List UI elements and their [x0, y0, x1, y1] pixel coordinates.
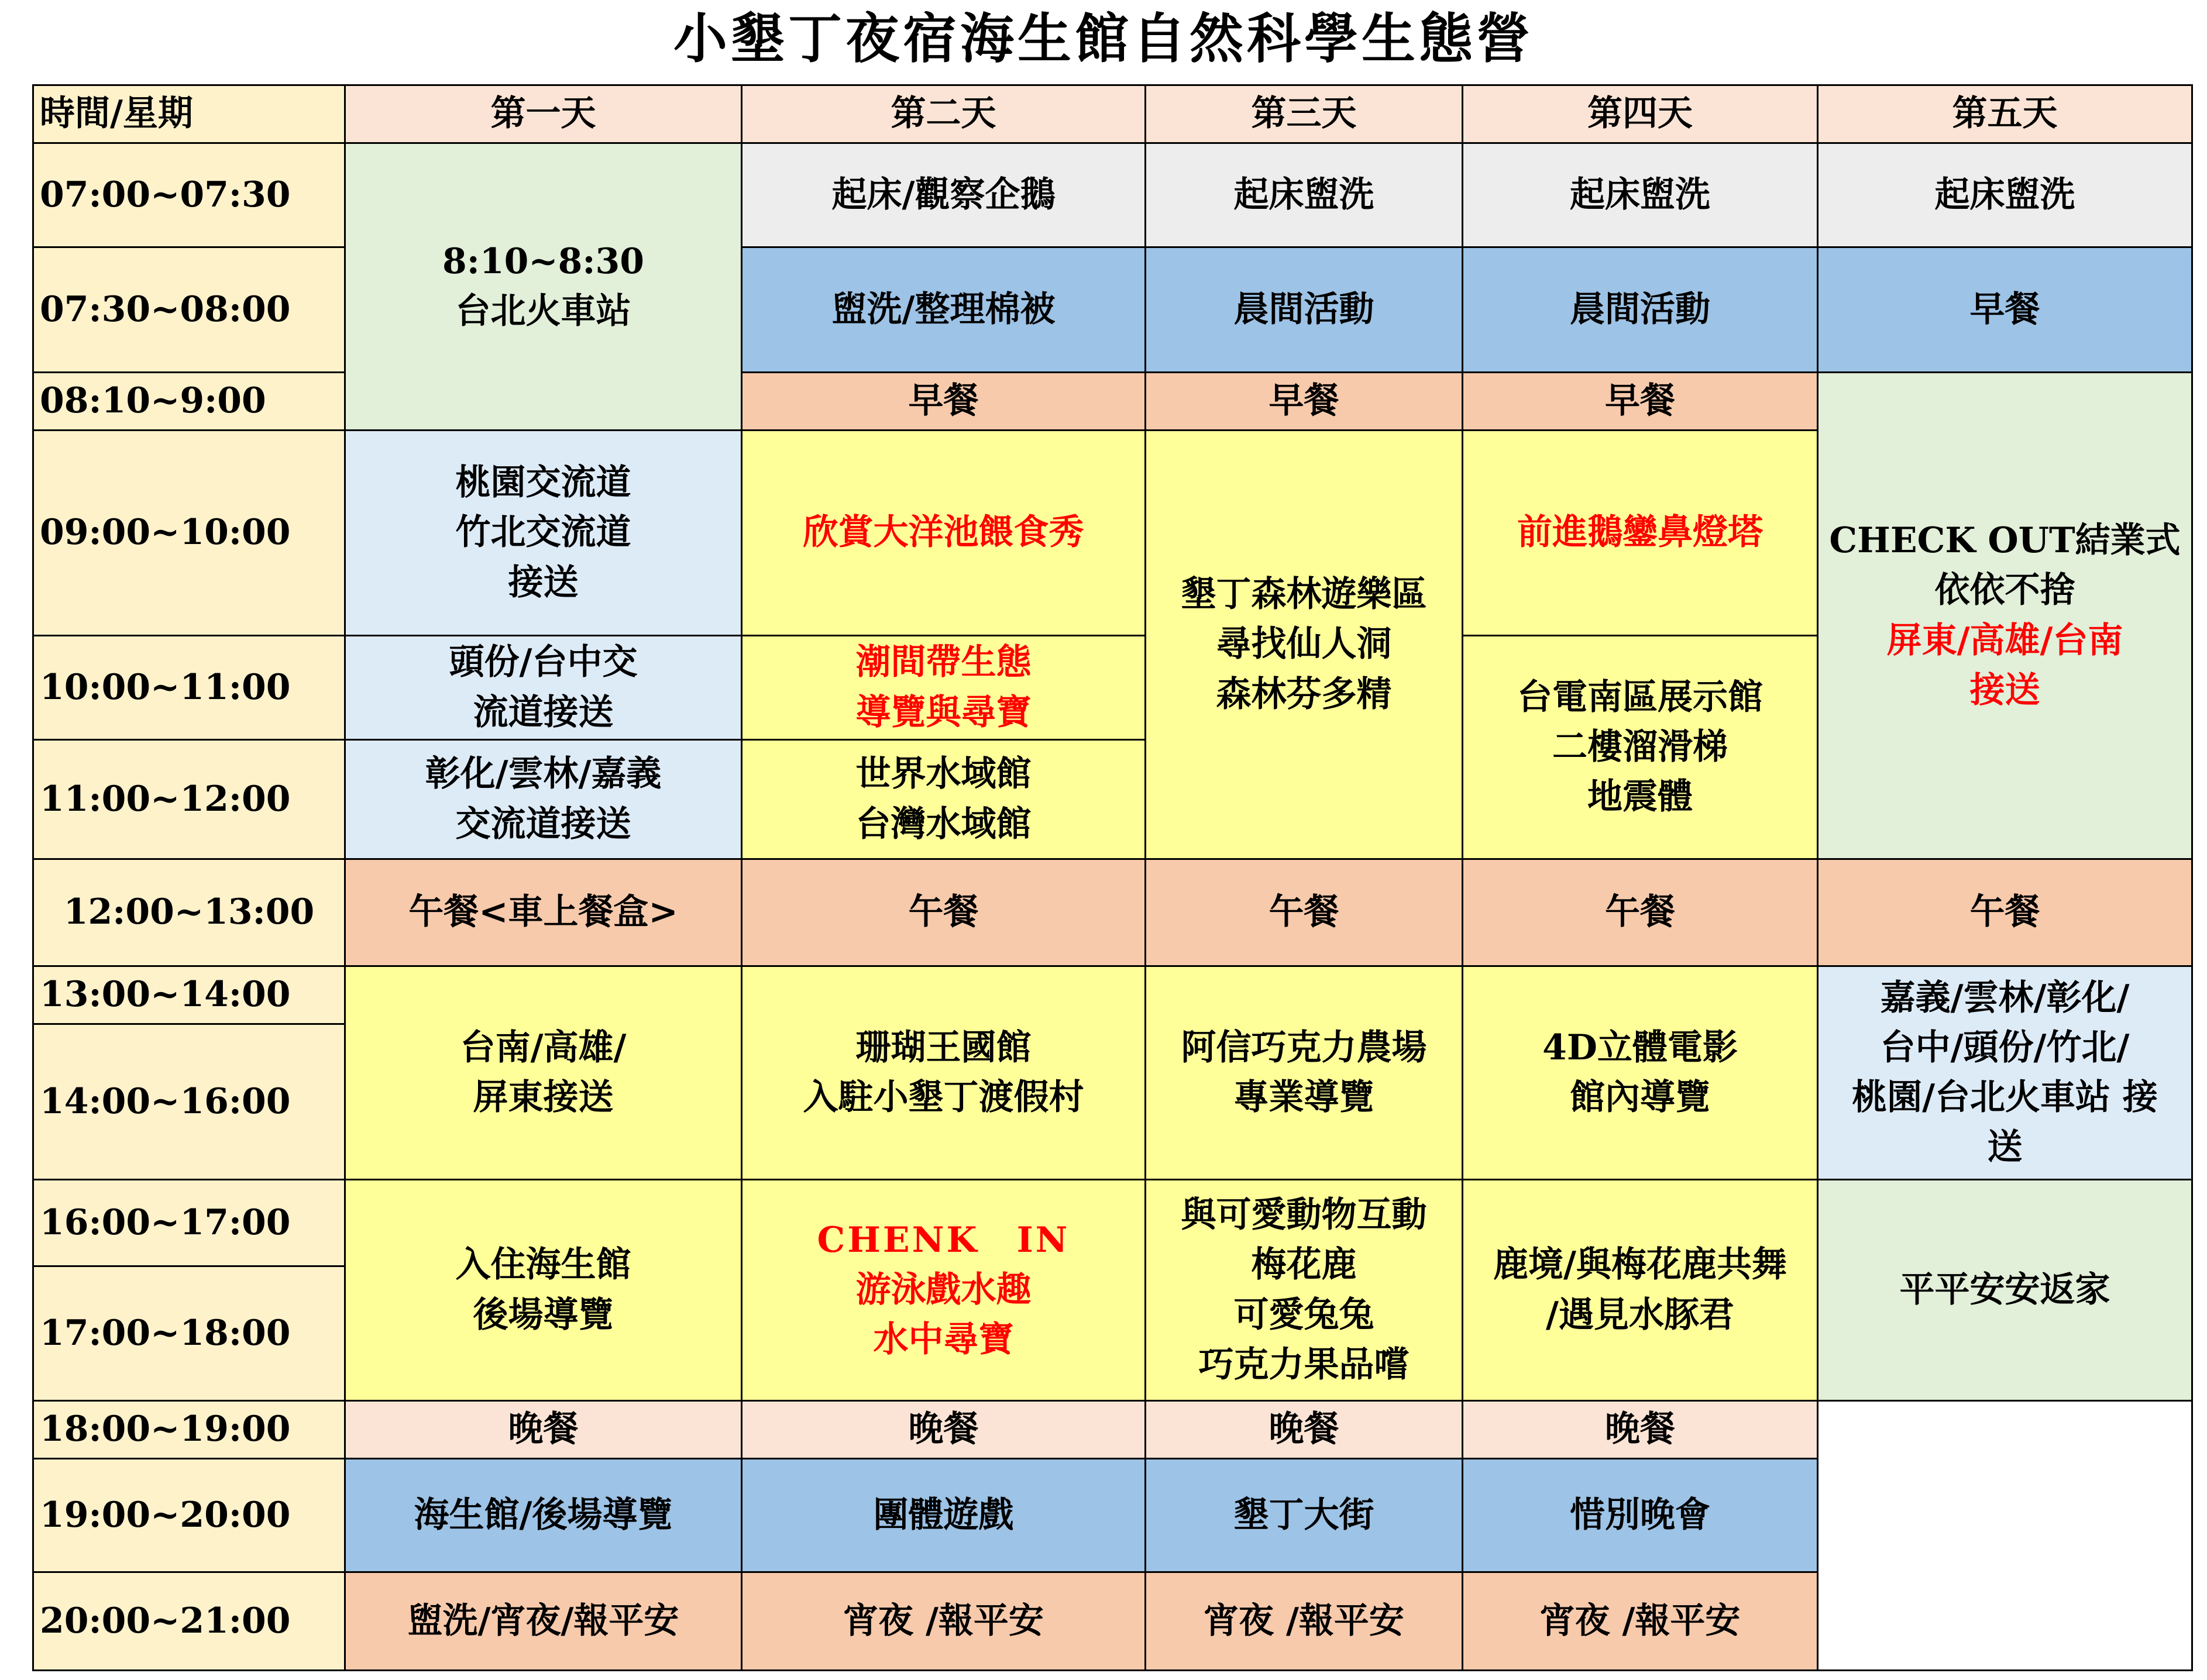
day3-animals-cell [1146, 1180, 1463, 1401]
cell-line: 尋找仙人洞 [1216, 624, 1392, 665]
header-row [33, 85, 2192, 143]
cell-line: 交流道接送 [455, 803, 631, 845]
cell-line: 阿信巧克力農場 [1181, 1027, 1427, 1068]
day1-checkin-cell [345, 1180, 742, 1401]
day2-evening-cell: 團體遊戲 [742, 1459, 1146, 1572]
cell-line: 台南/高雄/ [460, 1027, 627, 1068]
day-header-4: 第四天 [1463, 85, 1818, 143]
day1-pickup4-cell [345, 966, 742, 1180]
day5-checkout-cell [1818, 373, 2192, 859]
cell-line: 水中尋寶 [873, 1319, 1014, 1361]
cell-line: 流道接送 [473, 691, 614, 733]
cell-line: 地震體 [1587, 776, 1693, 818]
day2-tidal-cell [742, 636, 1146, 740]
cell-line: 接送 [508, 562, 579, 603]
day4-museum-cell [1463, 636, 1818, 859]
day4-night-cell: 宵夜 /報平安 [1463, 1572, 1818, 1671]
page-title: 小墾丁夜宿海生館自然科學生態營 [673, 7, 1534, 70]
cell-line: CHENK IN [817, 1219, 1070, 1261]
day5-wake-cell: 起床盥洗 [1818, 143, 2192, 247]
day4-lighthouse-cell: 前進鵝鑾鼻燈塔 [1463, 431, 1818, 636]
day-header-1: 第一天 [345, 85, 742, 143]
day2-night-cell: 宵夜 /報平安 [742, 1572, 1146, 1671]
cell-line: 二樓溜滑梯 [1552, 726, 1728, 767]
cell-line: 送 [1987, 1127, 2023, 1168]
day2-wake-cell: 起床/觀察企鵝 [742, 143, 1146, 247]
cell-line: 後場導覽 [473, 1294, 614, 1335]
table-row [33, 966, 2192, 1024]
day2-show-cell: 欣賞大洋池餵食秀 [742, 431, 1146, 636]
cell-line: 屏東/高雄/台南 [1886, 619, 2123, 661]
time-slot: 16:00~17:00 [33, 1180, 345, 1266]
day5-return-north-cell [1818, 966, 2192, 1180]
cell-line: 與可愛動物互動 [1181, 1194, 1427, 1236]
day4-movie-cell [1463, 966, 1818, 1180]
cell-line: 台北火車站 [455, 291, 631, 332]
cell-line: 接送 [1969, 669, 2040, 711]
table-row [33, 1180, 2192, 1266]
day3-breakfast-cell: 早餐 [1146, 373, 1463, 431]
day2-breakfast-cell: 早餐 [742, 373, 1146, 431]
day-header-5: 第五天 [1818, 85, 2192, 143]
time-slot: 20:00~21:00 [33, 1572, 345, 1671]
cell-line: 珊瑚王國館 [855, 1027, 1032, 1068]
day4-lunch-cell: 午餐 [1463, 859, 1818, 966]
day4-dinner-cell: 晚餐 [1463, 1401, 1818, 1459]
cell-line: 台中/頭份/竹北/ [1880, 1027, 2130, 1068]
cell-line: 專業導覽 [1233, 1077, 1374, 1118]
cell-line: 世界水域館 [855, 753, 1032, 795]
day1-station-cell [345, 143, 742, 431]
time-slot: 18:00~19:00 [33, 1401, 345, 1459]
cell-line: 台灣水域館 [855, 803, 1032, 845]
time-slot: 07:00~07:30 [33, 143, 345, 247]
cell-line: 依依不捨 [1934, 570, 2075, 611]
day3-wake-cell: 起床盥洗 [1146, 143, 1463, 247]
cell-line: 嘉義/雲林/彰化/ [1880, 977, 2130, 1018]
time-slot: 10:00~11:00 [33, 636, 345, 740]
cell-line: 頭份/台中交 [449, 642, 638, 683]
cell-line: 彰化/雲林/嘉義 [425, 753, 662, 795]
table-row [33, 1401, 2192, 1459]
day1-night-cell: 盥洗/宵夜/報平安 [345, 1572, 742, 1671]
cell-line: 鹿境/與梅花鹿共舞 [1493, 1244, 1787, 1286]
day3-lunch-cell: 午餐 [1146, 859, 1463, 966]
day1-lunch-cell: 午餐<車上餐盒> [345, 859, 742, 966]
cell-line: 森林芬多精 [1216, 673, 1392, 715]
day5-home-cell: 平平安安返家 [1818, 1180, 2192, 1401]
day3-morning-cell: 晨間活動 [1146, 247, 1463, 373]
day2-coral-cell [742, 966, 1146, 1180]
day-header-3: 第三天 [1146, 85, 1463, 143]
cell-line: 墾丁森林遊樂區 [1181, 574, 1427, 615]
day4-wake-cell: 起床盥洗 [1463, 143, 1818, 247]
cell-line: /遇見水豚君 [1546, 1294, 1734, 1335]
cell-line: 導覽與尋寶 [855, 691, 1032, 733]
day1-pickup2-cell [345, 636, 742, 740]
cell-line: CHECK OUT結業式 [1829, 520, 2181, 562]
cell-line: 桃園交流道 [455, 462, 631, 504]
day5-breakfast-cell: 早餐 [1818, 247, 2192, 373]
cell-line: 游泳戲水趣 [855, 1269, 1032, 1310]
cell-line: 竹北交流道 [455, 512, 631, 553]
day5-empty-cell [1818, 1401, 2192, 1671]
time-slot: 19:00~20:00 [33, 1459, 345, 1572]
cell-line: 入駐小墾丁渡假村 [803, 1077, 1084, 1118]
cell-line: 巧克力果品嚐 [1198, 1344, 1410, 1385]
day1-pickup1-cell [345, 431, 742, 636]
day2-dinner-cell: 晚餐 [742, 1401, 1146, 1459]
time-slot: 11:00~12:00 [33, 740, 345, 859]
corner-label: 時間/星期 [33, 85, 345, 143]
day4-evening-cell: 惜別晚會 [1463, 1459, 1818, 1572]
day5-lunch-cell: 午餐 [1818, 859, 2192, 966]
day4-deer-cell [1463, 1180, 1818, 1401]
cell-line: 梅花鹿 [1251, 1244, 1357, 1286]
cell-line: 8:10~8:30 [442, 240, 645, 282]
cell-line: 入住海生館 [455, 1244, 631, 1286]
day3-night-cell: 宵夜 /報平安 [1146, 1572, 1463, 1671]
cell-line: 4D立體電影 [1542, 1027, 1738, 1068]
day2-wash-cell: 盥洗/整理棉被 [742, 247, 1146, 373]
time-slot: 17:00~18:00 [33, 1266, 345, 1401]
day4-morning-cell: 晨間活動 [1463, 247, 1818, 373]
day1-pickup3-cell [345, 740, 742, 859]
day2-waters-cell [742, 740, 1146, 859]
day2-swim-cell [742, 1180, 1146, 1401]
day3-forest-cell [1146, 431, 1463, 859]
schedule-table [32, 84, 2193, 1671]
day3-evening-cell: 墾丁大街 [1146, 1459, 1463, 1572]
table-row [33, 143, 2192, 247]
cell-line: 台電南區展示館 [1517, 676, 1763, 718]
cell-line: 桃園/台北火車站 接 [1852, 1077, 2158, 1118]
day4-breakfast-cell: 早餐 [1463, 373, 1818, 431]
cell-line: 館內導覽 [1570, 1077, 1710, 1118]
day1-evening-cell: 海生館/後場導覽 [345, 1459, 742, 1572]
day2-lunch-cell: 午餐 [742, 859, 1146, 966]
table-row [33, 859, 2192, 966]
cell-line: 屏東接送 [473, 1077, 614, 1118]
time-slot: 13:00~14:00 [33, 966, 345, 1024]
cell-line: 潮間帶生態 [855, 642, 1032, 683]
day-header-2: 第二天 [742, 85, 1146, 143]
day1-dinner-cell: 晚餐 [345, 1401, 742, 1459]
time-slot: 07:30~08:00 [33, 247, 345, 373]
day3-farm-cell [1146, 966, 1463, 1180]
time-slot: 09:00~10:00 [33, 431, 345, 636]
time-slot: 12:00~13:00 [33, 859, 345, 966]
cell-line: 可愛兔兔 [1233, 1294, 1374, 1335]
time-slot: 08:10~9:00 [33, 373, 345, 431]
day3-dinner-cell: 晚餐 [1146, 1401, 1463, 1459]
time-slot: 14:00~16:00 [33, 1024, 345, 1180]
